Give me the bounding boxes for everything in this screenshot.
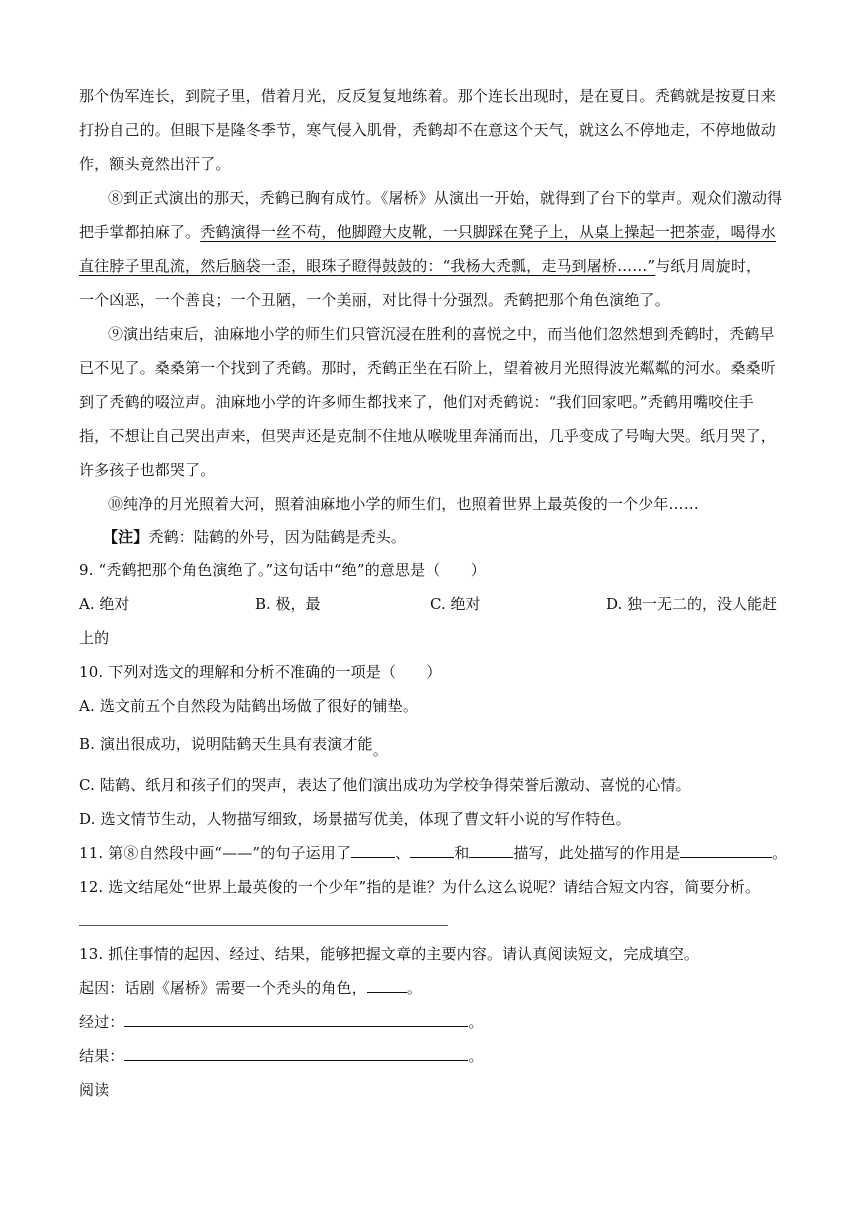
note-label: 【注】 bbox=[103, 528, 149, 546]
q9-option-c[interactable]: C. 绝对 bbox=[430, 595, 481, 613]
q10-option-b[interactable] bbox=[79, 727, 781, 761]
question-11 bbox=[79, 836, 788, 870]
q13-result-label: 结果： bbox=[79, 1047, 125, 1065]
q13-result-blank[interactable] bbox=[124, 1046, 468, 1061]
paragraph-8-line: 一个凶恶，一个善良；一个丑陋，一个美丽，对比得十分强烈。秃鹤把那个角色演绝了。 bbox=[79, 291, 670, 309]
q11-text-2: 和 bbox=[454, 844, 470, 862]
paragraph-text: 与纸月周旋时， bbox=[655, 257, 762, 275]
q13-process bbox=[79, 1005, 781, 1039]
q13-result bbox=[79, 1039, 781, 1073]
passage-line: 打扮自己的。但眼下是隆冬季节，寒气侵入肌骨，秃鹤却不在意这个天气，就这么不停地走，不停地做动 bbox=[79, 121, 776, 139]
q13-process-label: 经过： bbox=[79, 1013, 125, 1031]
question-12-stem: 12. 选文结尾处“世界上最英俊的一个少年”指的是谁？为什么这么说呢？请结合短文内容，简要分析。 bbox=[79, 878, 761, 896]
q11-blank-4[interactable] bbox=[680, 843, 772, 858]
footnote bbox=[103, 520, 805, 554]
q13-cause bbox=[79, 971, 781, 1005]
underlined-sentence: 直往脖子里乱流，然后脑袋一歪，眼珠子瞪得鼓鼓的：“我杨大秃瓢，走马到屠桥……” bbox=[79, 257, 656, 275]
q13-cause-end: 。 bbox=[406, 979, 423, 997]
paragraph-9-line: ⑨演出结束后，油麻地小学的师生们只管沉浸在胜利的喜悦之中，而当他们忽然想到秃鹤时，秃鹤早 bbox=[108, 325, 775, 343]
q10-option-c[interactable]: C. 陆鹤、纸月和孩子们的哭声，表达了他们演出成功为学校争得荣誉后激动、喜悦的心情。 bbox=[79, 776, 691, 794]
paragraph-8-line bbox=[79, 215, 781, 249]
q9-option-a[interactable]: A. 绝对 bbox=[79, 595, 130, 613]
note-text: 秃鹤：陆鹤的外号，因为陆鹤是秃头。 bbox=[148, 528, 407, 546]
paragraph-8-line: ⑧到正式演出的那天，秃鹤已胸有成竹。《屠桥》从演出一开始，就得到了台下的掌声。观众们激动得 bbox=[108, 189, 783, 207]
paragraph-9-line: 指，不想让自己哭出声来，但哭声还是克制不住地从喉咙里奔涌而出，几乎变成了号啕大哭。纸月哭了， bbox=[79, 427, 776, 445]
q11-text-3: 描写，此处描写的作用是 bbox=[513, 844, 681, 862]
q11-text-1: 11. 第⑧自然段中画“——”的句子运用了 bbox=[79, 844, 352, 862]
q13-cause-label: 起因：话剧《屠桥》需要一个秃头的角色， bbox=[79, 979, 367, 997]
paragraph-10: ⑩纯净的月光照着大河，照着油麻地小学的师生们，也照着世界上最英俊的一个少年…… bbox=[108, 495, 699, 513]
q11-blank-3[interactable] bbox=[469, 843, 513, 858]
q11-blank-2[interactable] bbox=[410, 843, 454, 858]
q10-option-b-text: B. 演出很成功，说明陆鹤天生具有表演才能 bbox=[79, 735, 373, 753]
paragraph-9-line: 已不见了。桑桑第一个找到了秃鹤。那时，秃鹤正坐在石阶上，望着被月光照得波光粼粼的河水。桑桑听 bbox=[79, 359, 776, 377]
paragraph-9-line: 许多孩子也都哭了。 bbox=[79, 461, 216, 479]
passage-line: 那个伪军连长，到院子里，借着月光，反反复复地练着。那个连长出现时，是在夏日。秃鹤就是按夏日来 bbox=[79, 87, 776, 105]
q11-blank-1[interactable] bbox=[351, 843, 395, 858]
paragraph-text: 把手掌都拍麻了。 bbox=[79, 223, 201, 241]
q9-option-d-continued: 上的 bbox=[79, 629, 110, 647]
q9-option-d[interactable]: D. 独一无二的，没人能赶 bbox=[606, 595, 778, 613]
paragraph-9-line: 到了秃鹤的啜泣声。油麻地小学的许多师生都找来了，他们对秃鹤说：“我们回家吧。”秃鹤用嘴咬住手 bbox=[79, 393, 754, 411]
q10-option-d[interactable]: D. 选文情节生动，人物描写细致，场景描写优美，体现了曹文轩小说的写作特色。 bbox=[79, 810, 631, 828]
question-9-stem: 9. “秃鹤把那个角色演绝了。”这句话中“绝”的意思是（ ） bbox=[79, 561, 486, 579]
question-10-stem: 10. 下列对选文的理解和分析不准确的一项是（ ） bbox=[79, 663, 442, 681]
question-13-stem: 13. 抓住事情的起因、经过、结果，能够把握文章的主要内容。请认真阅读短文，完成填空。 bbox=[79, 945, 700, 963]
q13-result-end: 。 bbox=[468, 1047, 484, 1065]
paragraph-8-line bbox=[79, 249, 781, 283]
q10-option-b-period: 。 bbox=[372, 741, 388, 759]
q10-option-a[interactable]: A. 选文前五个自然段为陆鹤出场做了很好的铺垫。 bbox=[79, 697, 418, 715]
section-heading-reading: 阅读 bbox=[79, 1081, 110, 1099]
q11-end: 。 bbox=[772, 844, 788, 862]
q13-process-blank[interactable] bbox=[124, 1012, 468, 1027]
underlined-sentence: 秃鹤演得一丝不苟，他脚蹬大皮靴，一只脚踩在凳子上，从桌上操起一把茶壶，喝得水 bbox=[200, 223, 776, 241]
q12-answer-line[interactable] bbox=[79, 925, 448, 926]
q13-cause-blank[interactable] bbox=[367, 978, 407, 993]
passage-line: 作，额头竟然出汗了。 bbox=[79, 155, 231, 173]
q9-option-b[interactable]: B. 极，最 bbox=[255, 595, 321, 613]
q13-process-end: 。 bbox=[468, 1013, 484, 1031]
q11-sep: 、 bbox=[395, 844, 411, 862]
